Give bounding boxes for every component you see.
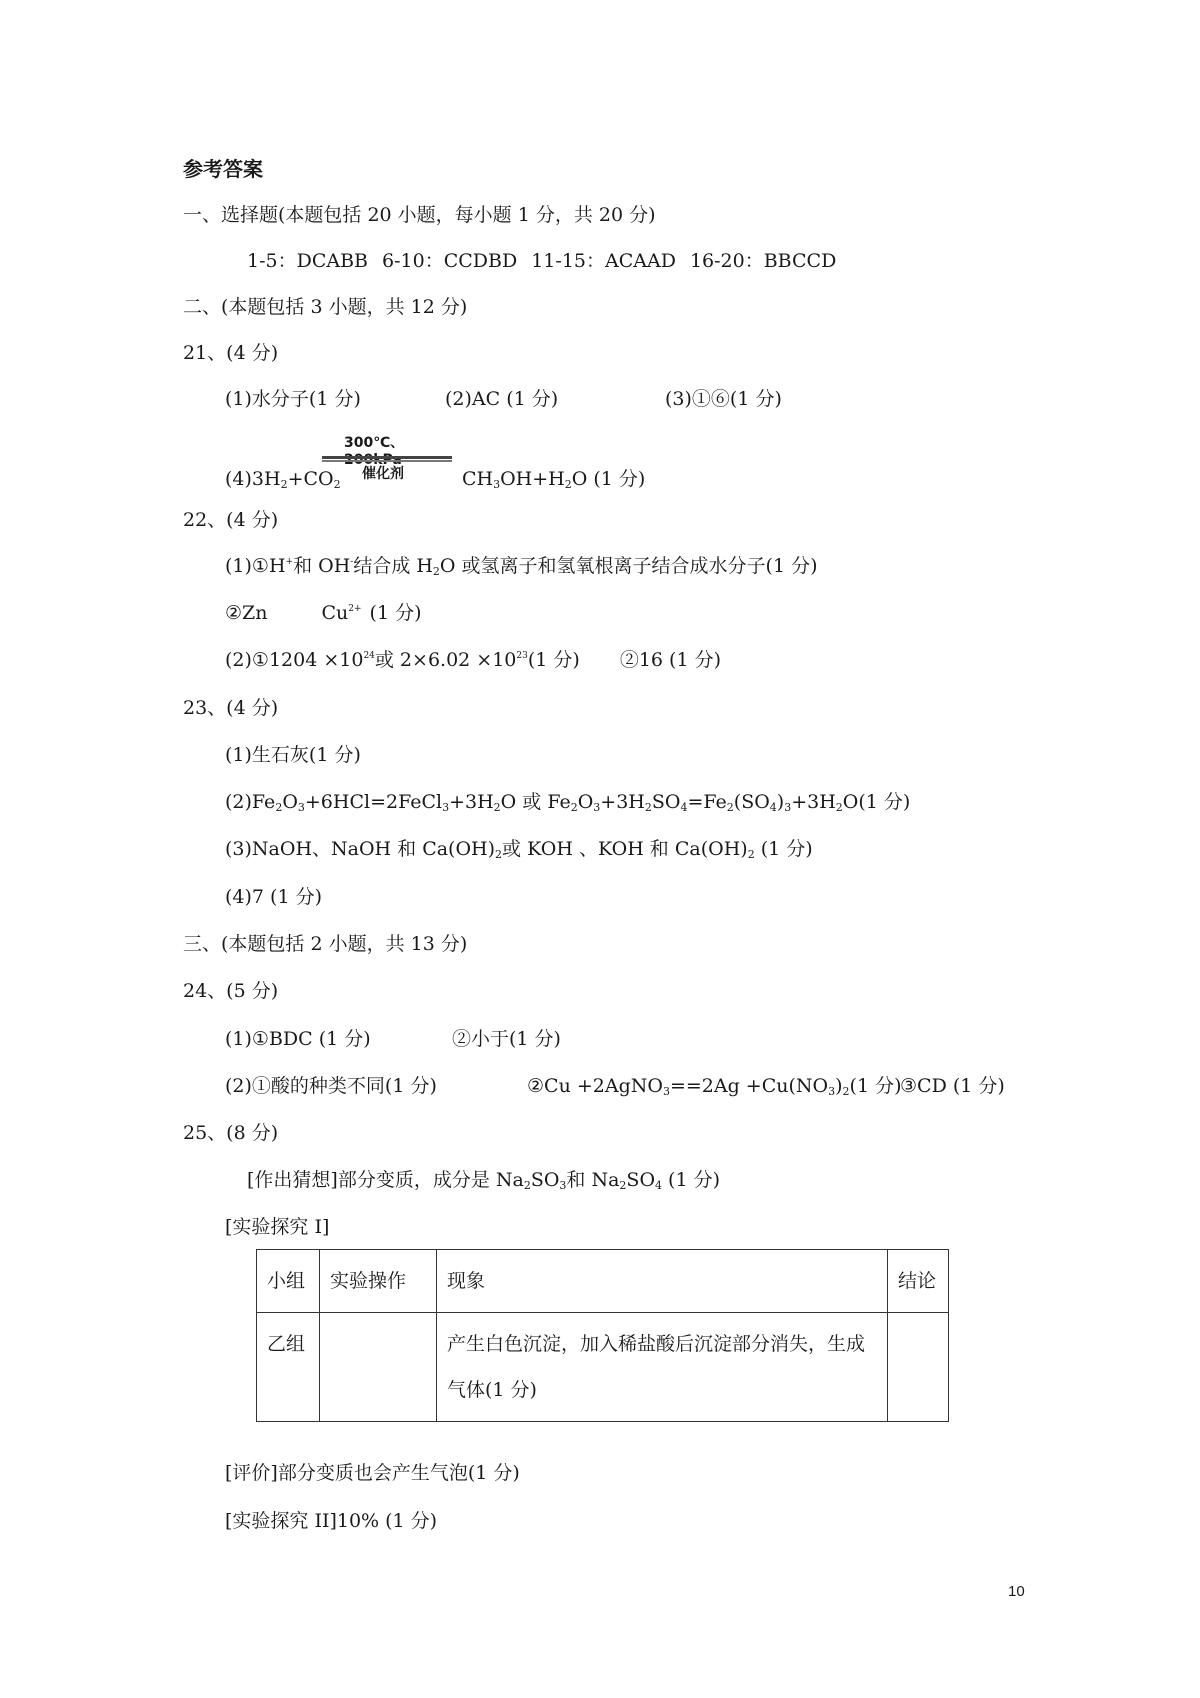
subscript: 3 (442, 801, 450, 814)
text: (2)①1204 ×10 (225, 649, 364, 671)
text: (1 分) (662, 1169, 721, 1191)
q22-heading: 22、(4 分) (183, 509, 279, 531)
subscript: 2 (619, 1179, 627, 1192)
superscript: - (350, 557, 354, 567)
text: SO (530, 1169, 560, 1191)
text: (SO (733, 791, 770, 813)
table-header-cell: 实验操作 (320, 1250, 437, 1313)
superscript: 24 (363, 651, 375, 661)
text: +3H (449, 791, 494, 813)
subscript: 2 (726, 801, 734, 814)
subscript: 3 (297, 801, 305, 814)
q21-heading: 21、(4 分) (183, 342, 279, 364)
table-header-row (257, 1250, 949, 1313)
subscript: 2 (493, 801, 501, 814)
text: (3)NaOH、NaOH 和 Ca(OH) (225, 838, 496, 860)
q23-line-3 (225, 836, 813, 862)
text: [作出猜想]部分变质，成分是 Na (247, 1169, 524, 1191)
text: (1 分) (849, 1075, 902, 1097)
q21-part-1 (225, 386, 361, 412)
section-2-heading: 二、(本题包括 3 小题，共 12 分) (183, 296, 468, 318)
subscript: 2 (432, 565, 440, 578)
text: +CO (287, 468, 334, 490)
table-row (257, 1313, 949, 1422)
subscript: 2 (523, 1179, 531, 1192)
text: 或 2×6.02 ×10 (374, 649, 517, 671)
text: O(1 分) (842, 791, 911, 813)
text: (4)3H (225, 468, 281, 490)
text: ②Zn (225, 602, 268, 624)
text: O (577, 791, 594, 813)
text: O 或氢离子和氢氧根离子结合成水分子(1 分) (439, 555, 818, 577)
subscript: 4 (680, 801, 688, 814)
experiment-1-label: [实验探究 I] (225, 1216, 330, 1238)
text: 或 KOH 、KOH 和 Ca(OH) (502, 838, 748, 860)
q23-line-4: (4)7 (1 分) (225, 886, 322, 908)
subscript: 4 (655, 1179, 663, 1192)
choice-answers (247, 248, 836, 274)
text: SO (651, 791, 681, 813)
subscript: 2 (835, 801, 843, 814)
table-header-cell: 结论 (888, 1250, 949, 1313)
subscript: 2 (280, 478, 288, 491)
q24-line-1a: (1)①BDC (1 分) (225, 1028, 371, 1050)
subscript: 3 (662, 1085, 670, 1098)
experiment-table (256, 1249, 949, 1422)
text: (1 分) (754, 838, 813, 860)
text: O (282, 791, 298, 813)
text: ②16 (1 分) (619, 649, 721, 671)
subscript: 2 (333, 478, 341, 491)
section-3-heading: 三、(本题包括 2 小题，共 13 分) (183, 933, 468, 955)
subscript: 3 (593, 801, 601, 814)
table-cell (320, 1313, 437, 1422)
text: ==2Ag +Cu(NO (669, 1075, 829, 1097)
subscript: 2 (564, 478, 572, 491)
q22-line-1 (225, 553, 818, 579)
q22-line-3 (225, 647, 721, 673)
text: 和 OH (293, 555, 351, 577)
q23-line-1: (1)生石灰(1 分) (225, 744, 361, 766)
subscript: 2 (275, 801, 283, 814)
condition-bottom: 催化剂 (362, 466, 404, 482)
experiment-2-line: [实验探究 II]10% (1 分) (225, 1510, 438, 1532)
section-1-heading: 一、选择题(本题包括 20 小题，每小题 1 分，共 20 分) (183, 204, 656, 226)
q25-guess (247, 1167, 720, 1193)
q22-line-2 (225, 600, 422, 626)
q24-line-2c: ③CD (1 分) (900, 1075, 1005, 1097)
reaction-arrow-bar (322, 456, 452, 459)
answer-group-1: 1-5：DCABB (247, 250, 369, 272)
text: O 或 Fe (500, 791, 571, 813)
text: +6HCl=2FeCl (304, 791, 443, 813)
subscript: 2 (747, 848, 755, 861)
subscript: 3 (784, 801, 792, 814)
q21-part-2: (2)AC (1 分) (445, 388, 559, 410)
superscript: 23 (516, 651, 528, 661)
text: 结合成 H (353, 555, 433, 577)
q24-line-1b: ②小于(1 分) (452, 1028, 561, 1050)
table-cell: 产生白色沉淀，加入稀盐酸后沉淀部分消失，生成气体(1 分) (437, 1313, 888, 1422)
text: O (1 分) (571, 468, 646, 490)
q24-heading: 24、(5 分) (183, 980, 279, 1002)
answer-group-3: 11-15：ACAAD (531, 250, 676, 272)
q23-line-2 (225, 789, 910, 815)
q21-part-4-reactants (225, 466, 341, 492)
text: Cu (321, 602, 349, 624)
table-cell (888, 1313, 949, 1422)
answer-group-2: 6-10：CCDBD (382, 250, 518, 272)
table-header-cell: 现象 (437, 1250, 888, 1313)
page-number: 10 (1008, 1583, 1025, 1600)
table-header-cell: 小组 (257, 1250, 320, 1313)
q21-part-3: (3)①⑥(1 分) (665, 388, 782, 410)
text: (1 分) (369, 602, 422, 624)
subscript: 3 (559, 1179, 567, 1192)
table-cell: 乙组 (257, 1313, 320, 1422)
subscript: 2 (495, 848, 503, 861)
superscript: + (285, 557, 294, 567)
subscript: 2 (842, 1085, 850, 1098)
text: +3H (600, 791, 645, 813)
reaction-condition (322, 432, 452, 480)
answer-group-4: 16-20：BBCCD (689, 250, 837, 272)
q21-part-4-products (462, 466, 645, 492)
q23-heading: 23、(4 分) (183, 697, 279, 719)
evaluation-line: [评价]部分变质也会产生气泡(1 分) (225, 1462, 520, 1484)
text: OH+H (500, 468, 565, 490)
text: 和 Na (566, 1169, 620, 1191)
text: =Fe (687, 791, 727, 813)
q24-line-2b (527, 1073, 902, 1099)
subscript: 4 (769, 801, 777, 814)
reaction-arrow-bar-2 (322, 460, 452, 462)
text: ②Cu +2AgNO (527, 1075, 663, 1097)
subscript: 3 (828, 1085, 836, 1098)
q24-line-2a: (2)①酸的种类不同(1 分) (225, 1075, 437, 1097)
text: (1)①H (225, 555, 286, 577)
text: +3H (791, 791, 836, 813)
subscript: 2 (570, 801, 578, 814)
q25-heading: 25、(8 分) (183, 1122, 279, 1144)
page-title: 参考答案 (183, 157, 263, 181)
condition-top: 300℃、 (344, 435, 405, 451)
subscript: 2 (644, 801, 652, 814)
text: CH (462, 468, 494, 490)
subscript: 3 (493, 478, 501, 491)
superscript: 2+ (348, 604, 362, 614)
q21-p1: (1)水分子(1 分) (225, 388, 361, 410)
text: ) (776, 791, 785, 813)
text: ) (835, 1075, 843, 1097)
text: (2)Fe (225, 791, 276, 813)
text: SO (626, 1169, 656, 1191)
text: (1 分) (527, 649, 580, 671)
